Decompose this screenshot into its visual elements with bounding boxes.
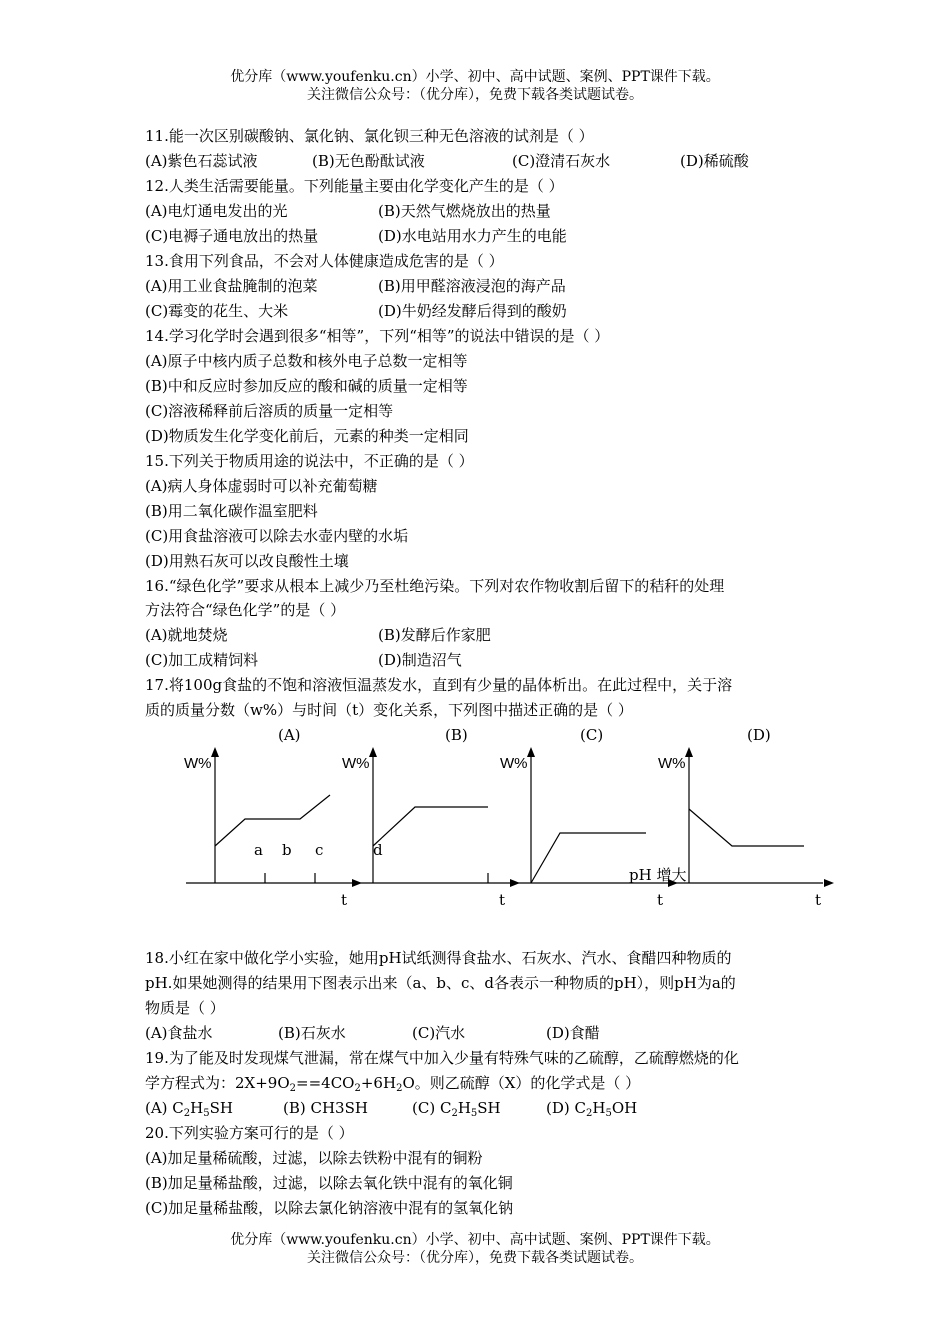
q18-option-a: (A)食盐水 [145, 1024, 213, 1042]
q18-stem-line-3: 物质是（ ） [145, 999, 225, 1017]
graph-b-x-label: t [499, 891, 506, 909]
q18-option-b: (B)石灰水 [278, 1024, 346, 1042]
footer-line-2: 关注微信公众号：（优分库），免费下载各类试题试卷。 [307, 1250, 643, 1266]
graph-d-y-arrow [685, 747, 693, 757]
q16-option-a: (A)就地焚烧 [145, 626, 228, 644]
graph-c-x-label: t [657, 891, 664, 909]
q12-option-d: (D)水电站用水力产生的电能 [378, 227, 567, 245]
q11-option-b: (B)无色酚酞试液 [312, 152, 425, 170]
footer-line-1: 优分库（www.youfenku.cn）小学、初中、高中试题、案例、PPT课件下载。 [230, 1232, 720, 1248]
q17-graphs-diagram [0, 715, 950, 920]
q12-stem: 12.人类生活需要能量。下列能量主要由化学变化产生的是（ ） [145, 177, 564, 195]
q12-option-b: (B)天然气燃烧放出的热量 [378, 202, 551, 220]
graph-d-curve [689, 809, 804, 846]
q17-stem-line-1: 17.将100g食盐的不饱和溶液恒温蒸发水，直到有少量的晶体析出。在此过程中，关于溶 [145, 676, 733, 694]
q20-option-b: (B)加足量稀盐酸，过滤，以除去氧化铁中混有的氧化铜 [145, 1174, 513, 1192]
q15-option-d: (D)用熟石灰可以改良酸性土壤 [145, 552, 349, 570]
q16-option-d: (D)制造沼气 [378, 651, 462, 669]
graph-b-curve [373, 807, 488, 846]
q19-option-b: (B) CH3SH [283, 1099, 368, 1117]
q11-option-a: (A)紫色石蕊试液 [145, 152, 258, 170]
q15-option-b: (B)用二氧化碳作温室肥料 [145, 502, 318, 520]
q16-option-b: (B)发酵后作家肥 [378, 626, 491, 644]
q16-stem-line-1: 16.“绿色化学”要求从根本上减少乃至杜绝污染。下列对农作物收割后留下的秸秆的处理 [145, 577, 725, 595]
q19-equation-line: 学方程式为：$2X+9O_2==4CO_2+6H_2O$。则乙硫醇（X）的化学式是（ ） [145, 1074, 641, 1094]
q13-option-b: (B)用甲醛溶液浸泡的海产品 [378, 277, 566, 295]
q16-stem-line-2: 方法符合“绿色化学”的是（ ） [145, 601, 346, 619]
q15-option-a: (A)病人身体虚弱时可以补充葡萄糖 [145, 477, 378, 495]
ph-increase-label: pH 增大 [629, 866, 687, 884]
q18-stem-line-1: 18.小红在家中做化学小实验，她用pH试纸测得食盐水、石灰水、汽水、食醋四种物质的 [145, 949, 732, 967]
q13-stem: 13.食用下列食品，不会对人体健康造成危害的是（ ） [145, 252, 504, 270]
q12-option-a: (A)电灯通电发出的光 [145, 202, 288, 220]
q14-option-d: (D)物质发生化学变化前后，元素的种类一定相同 [145, 427, 469, 445]
graph-a-y-label: W% [184, 755, 212, 772]
ph-point-d: d [373, 841, 383, 859]
q14-option-a: (A)原子中核内质子总数和核外电子总数一定相等 [145, 352, 468, 370]
q11-stem: 11.能一次区别碳酸钠、氯化钠、氯化钡三种无色溶液的试剂是（ ） [145, 127, 594, 145]
q19-option-c: (C) $C_2H_5SH$ [412, 1099, 501, 1119]
graph-a-x-arrow [352, 879, 362, 887]
q18-option-c: (C)汽水 [412, 1024, 466, 1042]
q15-option-c: (C)用食盐溶液可以除去水壶内壁的水垢 [145, 527, 409, 545]
q12-option-c: (C)电褥子通电放出的热量 [145, 227, 319, 245]
q14-stem: 14.学习化学时会遇到很多“相等”，下列“相等”的说法中错误的是（ ） [145, 327, 610, 345]
ph-point-c: c [315, 841, 324, 859]
q13-option-c: (C)霉变的花生、大米 [145, 302, 289, 320]
q20-stem: 20.下列实验方案可行的是（ ） [145, 1124, 354, 1142]
graph-a-y-arrow [211, 747, 219, 757]
ph-point-a: a [254, 841, 263, 859]
graph-d-x-arrow [824, 879, 834, 887]
ph-point-b: b [282, 841, 292, 859]
graph-a-x-label: t [341, 891, 348, 909]
q20-option-c: (C)加足量稀盐酸，以除去氯化钠溶液中混有的氢氧化钠 [145, 1199, 514, 1217]
graph-b-y-label: W% [342, 755, 370, 772]
graph-d-y-label: W% [658, 755, 686, 772]
q14-option-b: (B)中和反应时参加反应的酸和碱的质量一定相等 [145, 377, 468, 395]
graph-d-label: (D) [747, 726, 771, 744]
q18-option-d: (D)食醋 [546, 1024, 600, 1042]
graph-d-x-label: t [815, 891, 822, 909]
graph-c-y-arrow [527, 747, 535, 757]
q11-option-d: (D)稀硫酸 [680, 152, 749, 170]
graph-a-label: (A) [278, 726, 301, 744]
q20-option-a: (A)加足量稀硫酸，过滤，以除去铁粉中混有的铜粉 [145, 1149, 483, 1167]
q17-stem-line-2: 质的质量分数（w%）与时间（t）变化关系，下列图中描述正确的是（ ） [145, 701, 633, 719]
header-line-1: 优分库（www.youfenku.cn）小学、初中、高中试题、案例、PPT课件下载。 [230, 69, 720, 85]
q15-stem: 15.下列关于物质用途的说法中，不正确的是（ ） [145, 452, 474, 470]
graph-c-label: (C) [580, 726, 604, 744]
graph-c-y-label: W% [500, 755, 528, 772]
q16-option-c: (C)加工成精饲料 [145, 651, 259, 669]
q13-option-d: (D)牛奶经发酵后得到的酸奶 [378, 302, 567, 320]
q19-option-a: (A) $C_2H_5SH$ [145, 1099, 233, 1119]
q19-option-d: (D) $C_2H_5OH$ [546, 1099, 638, 1119]
graph-a-curve [215, 795, 330, 846]
graph-b-label: (B) [445, 726, 468, 744]
q18-stem-line-2: pH.如果她测得的结果用下图表示出来（a、b、c、d各表示一种物质的pH），则pH为a的 [145, 974, 736, 992]
q19-stem-line-1: 19.为了能及时发现煤气泄漏，常在煤气中加入少量有特殊气味的乙硫醇，乙硫醇燃烧的化 [145, 1049, 739, 1067]
graph-b-y-arrow [369, 747, 377, 757]
q14-option-c: (C)溶液稀释前后溶质的质量一定相等 [145, 402, 394, 420]
q11-option-c: (C)澄清石灰水 [512, 152, 611, 170]
header-line-2: 关注微信公众号：（优分库），免费下载各类试题试卷。 [307, 87, 643, 103]
graph-b-x-arrow [510, 879, 520, 887]
q13-option-a: (A)用工业食盐腌制的泡菜 [145, 277, 318, 295]
